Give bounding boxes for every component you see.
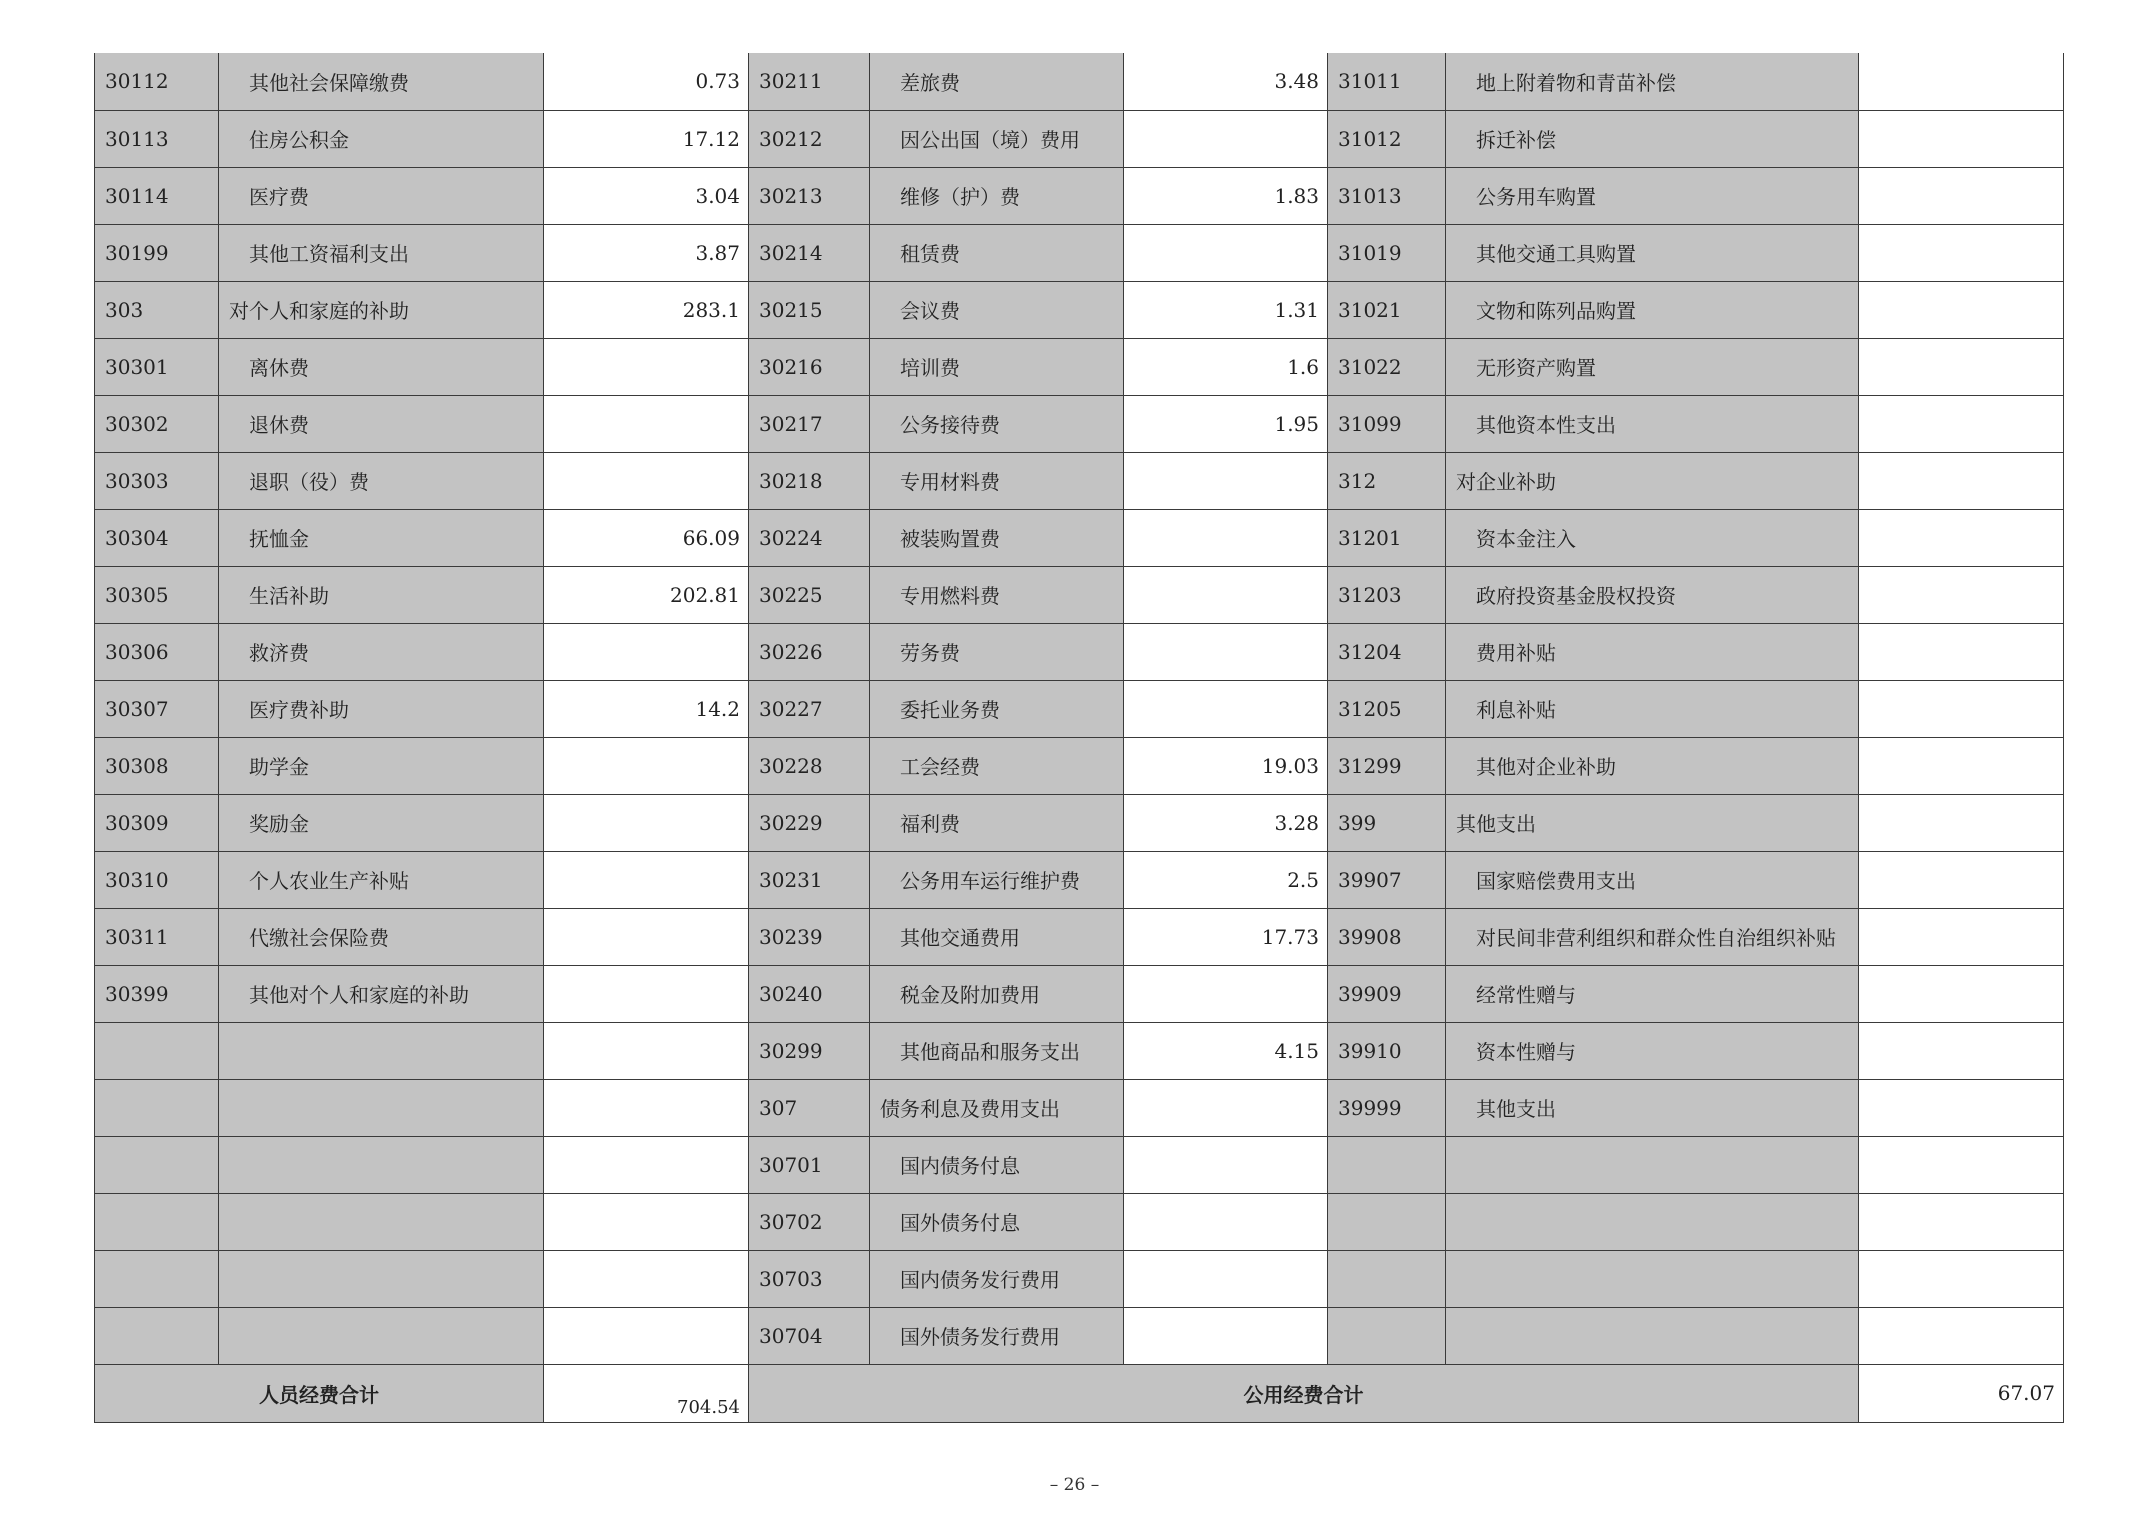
public-amount-cell [1124,224,1328,281]
public-amount-cell: 19.03 [1124,737,1328,794]
table-row [95,53,2064,110]
public-code-cell: 30239 [749,908,870,965]
capital-amount-cell [1859,395,2064,452]
table-row [95,452,2064,509]
capital-code-cell: 31201 [1328,509,1446,566]
public-code-cell: 30224 [749,509,870,566]
personnel-amount-cell [544,1022,749,1079]
personnel-code-cell: 30311 [95,908,219,965]
public-name-cell: 差旅费 [870,53,1124,110]
capital-name-cell: 费用补贴 [1446,623,1859,680]
capital-code-cell: 39908 [1328,908,1446,965]
personnel-name-cell: 其他工资福利支出 [219,224,544,281]
personnel-amount-cell [544,851,749,908]
public-code-cell: 30703 [749,1250,870,1307]
capital-name-cell: 无形资产购置 [1446,338,1859,395]
public-amount-cell [1124,452,1328,509]
capital-name-cell: 经常性赠与 [1446,965,1859,1022]
capital-amount-cell [1859,1250,2064,1307]
page-number: – 26 – [1049,1475,1100,1495]
capital-name-cell: 国家赔偿费用支出 [1446,851,1859,908]
personnel-code-cell [95,1193,219,1250]
capital-amount-cell [1859,338,2064,395]
capital-code-cell: 31013 [1328,167,1446,224]
personnel-name-cell [219,1307,544,1364]
capital-amount-cell [1859,1307,2064,1364]
personnel-amount-cell [544,1307,749,1364]
capital-name-cell: 资本金注入 [1446,509,1859,566]
personnel-code-cell [95,1022,219,1079]
personnel-amount-cell: 17.12 [544,110,749,167]
personnel-code-cell: 30310 [95,851,219,908]
personnel-code-cell: 30305 [95,566,219,623]
public-code-cell: 30214 [749,224,870,281]
table-row [95,509,2064,566]
public-amount-cell [1124,1193,1328,1250]
capital-name-cell: 拆迁补偿 [1446,110,1859,167]
personnel-code-cell [95,1250,219,1307]
personnel-amount-cell: 66.09 [544,509,749,566]
public-amount-cell [1124,110,1328,167]
capital-code-cell: 39910 [1328,1022,1446,1079]
capital-amount-cell [1859,281,2064,338]
capital-amount-cell [1859,680,2064,737]
personnel-code-cell [95,1307,219,1364]
capital-amount-cell [1859,53,2064,110]
public-amount-cell: 3.28 [1124,794,1328,851]
personnel-code-cell: 30302 [95,395,219,452]
personnel-name-cell: 奖励金 [219,794,544,851]
capital-code-cell: 31203 [1328,566,1446,623]
public-code-cell: 30227 [749,680,870,737]
capital-name-cell: 政府投资基金股权投资 [1446,566,1859,623]
personnel-amount-cell: 3.04 [544,167,749,224]
capital-amount-cell [1859,1193,2064,1250]
public-code-cell: 30240 [749,965,870,1022]
personnel-name-cell: 其他社会保障缴费 [219,53,544,110]
public-code-cell: 30216 [749,338,870,395]
personnel-name-cell: 医疗费 [219,167,544,224]
public-name-cell: 会议费 [870,281,1124,338]
personnel-amount-cell [544,965,749,1022]
personnel-amount-cell [544,338,749,395]
capital-name-cell [1446,1307,1859,1364]
capital-amount-cell [1859,566,2064,623]
capital-name-cell: 其他交通工具购置 [1446,224,1859,281]
personnel-code-cell: 30112 [95,53,219,110]
public-code-cell: 30213 [749,167,870,224]
personnel-name-cell [219,1079,544,1136]
personnel-name-cell: 代缴社会保险费 [219,908,544,965]
public-code-cell: 30218 [749,452,870,509]
capital-code-cell: 31204 [1328,623,1446,680]
capital-amount-cell [1859,224,2064,281]
public-code-cell: 30701 [749,1136,870,1193]
personnel-code-cell: 30309 [95,794,219,851]
public-name-cell: 维修（护）费 [870,167,1124,224]
public-name-cell: 债务利息及费用支出 [870,1079,1124,1136]
capital-name-cell: 对民间非营利组织和群众性自治组织补贴 [1446,908,1859,965]
public-amount-cell [1124,680,1328,737]
personnel-amount-cell: 3.87 [544,224,749,281]
public-code-cell: 30228 [749,737,870,794]
capital-name-cell [1446,1193,1859,1250]
public-name-cell: 其他商品和服务支出 [870,1022,1124,1079]
public-amount-cell: 3.48 [1124,53,1328,110]
capital-code-cell: 39909 [1328,965,1446,1022]
table-row [95,680,2064,737]
public-code-cell: 30229 [749,794,870,851]
public-total-label: 公用经费合计 [749,1364,1859,1422]
capital-amount-cell [1859,509,2064,566]
public-amount-cell [1124,1250,1328,1307]
capital-amount-cell [1859,110,2064,167]
table-row [95,1307,2064,1364]
personnel-code-cell: 30113 [95,110,219,167]
public-code-cell: 30226 [749,623,870,680]
capital-amount-cell [1859,908,2064,965]
personnel-code-cell: 303 [95,281,219,338]
capital-name-cell: 其他资本性支出 [1446,395,1859,452]
personnel-amount-cell [544,1193,749,1250]
public-name-cell: 国内债务发行费用 [870,1250,1124,1307]
personnel-code-cell: 30199 [95,224,219,281]
capital-name-cell: 对企业补助 [1446,452,1859,509]
personnel-amount-cell [544,1250,749,1307]
table-row [95,1250,2064,1307]
capital-code-cell: 31012 [1328,110,1446,167]
personnel-amount-cell [544,908,749,965]
capital-code-cell: 31099 [1328,395,1446,452]
public-amount-cell [1124,1307,1328,1364]
capital-code-cell [1328,1193,1446,1250]
public-name-cell: 专用材料费 [870,452,1124,509]
capital-name-cell [1446,1250,1859,1307]
public-code-cell: 30702 [749,1193,870,1250]
personnel-amount-cell [544,737,749,794]
table-row [95,1022,2064,1079]
capital-name-cell: 文物和陈列品购置 [1446,281,1859,338]
personnel-code-cell: 30307 [95,680,219,737]
capital-name-cell: 其他支出 [1446,1079,1859,1136]
public-name-cell: 培训费 [870,338,1124,395]
table-row [95,1136,2064,1193]
personnel-name-cell [219,1022,544,1079]
public-name-cell: 福利费 [870,794,1124,851]
personnel-code-cell: 30304 [95,509,219,566]
public-code-cell: 30212 [749,110,870,167]
personnel-amount-cell [544,623,749,680]
public-amount-cell: 1.83 [1124,167,1328,224]
capital-code-cell: 31019 [1328,224,1446,281]
capital-code-cell: 399 [1328,794,1446,851]
public-code-cell: 30217 [749,395,870,452]
table-row [95,623,2064,680]
personnel-name-cell: 医疗费补助 [219,680,544,737]
personnel-name-cell: 救济费 [219,623,544,680]
capital-amount-cell [1859,623,2064,680]
public-name-cell: 国外债务发行费用 [870,1307,1124,1364]
table-row [95,110,2064,167]
capital-amount-cell [1859,167,2064,224]
public-amount-cell: 1.95 [1124,395,1328,452]
table-row [95,395,2064,452]
capital-amount-cell [1859,1079,2064,1136]
public-amount-cell [1124,1079,1328,1136]
personnel-name-cell: 对个人和家庭的补助 [219,281,544,338]
personnel-amount-cell [544,452,749,509]
personnel-total-label: 人员经费合计 [95,1364,544,1422]
capital-code-cell [1328,1136,1446,1193]
table-row [95,1079,2064,1136]
personnel-amount-cell [544,794,749,851]
personnel-code-cell: 30306 [95,623,219,680]
personnel-code-cell: 30301 [95,338,219,395]
public-code-cell: 30231 [749,851,870,908]
public-name-cell: 税金及附加费用 [870,965,1124,1022]
capital-name-cell [1446,1136,1859,1193]
table-row [95,965,2064,1022]
capital-amount-cell [1859,452,2064,509]
capital-name-cell: 公务用车购置 [1446,167,1859,224]
public-amount-cell [1124,1136,1328,1193]
public-code-cell: 30704 [749,1307,870,1364]
personnel-name-cell: 住房公积金 [219,110,544,167]
public-amount-cell [1124,509,1328,566]
public-amount-cell: 2.5 [1124,851,1328,908]
table-row [95,737,2064,794]
personnel-amount-cell: 283.1 [544,281,749,338]
capital-code-cell: 31011 [1328,53,1446,110]
personnel-amount-cell: 202.81 [544,566,749,623]
table-row [95,908,2064,965]
capital-code-cell: 39907 [1328,851,1446,908]
table-row [95,851,2064,908]
public-amount-cell [1124,623,1328,680]
capital-code-cell: 31022 [1328,338,1446,395]
capital-amount-cell [1859,851,2064,908]
personnel-name-cell [219,1193,544,1250]
table-body [95,53,2064,1422]
table-row [95,1193,2064,1250]
public-name-cell: 因公出国（境）费用 [870,110,1124,167]
public-code-cell: 30215 [749,281,870,338]
capital-code-cell: 39999 [1328,1079,1446,1136]
capital-name-cell: 利息补贴 [1446,680,1859,737]
public-name-cell: 公务用车运行维护费 [870,851,1124,908]
totals-row [95,1364,2064,1422]
personnel-name-cell: 生活补助 [219,566,544,623]
public-amount-cell: 17.73 [1124,908,1328,965]
table-row [95,794,2064,851]
public-name-cell: 工会经费 [870,737,1124,794]
expenditure-table [94,53,2064,1423]
table-row [95,224,2064,281]
capital-amount-cell [1859,1022,2064,1079]
personnel-amount-cell [544,395,749,452]
capital-amount-cell [1859,965,2064,1022]
public-name-cell: 国外债务付息 [870,1193,1124,1250]
personnel-code-cell: 30399 [95,965,219,1022]
capital-name-cell: 地上附着物和青苗补偿 [1446,53,1859,110]
public-total-value: 67.07 [1859,1364,2064,1422]
public-name-cell: 委托业务费 [870,680,1124,737]
public-name-cell: 被装购置费 [870,509,1124,566]
table-row [95,281,2064,338]
personnel-code-cell [95,1136,219,1193]
public-code-cell: 30299 [749,1022,870,1079]
public-amount-cell: 1.31 [1124,281,1328,338]
capital-code-cell [1328,1307,1446,1364]
personnel-code-cell [95,1079,219,1136]
personnel-code-cell: 30308 [95,737,219,794]
capital-amount-cell [1859,1136,2064,1193]
personnel-name-cell: 助学金 [219,737,544,794]
capital-name-cell: 其他对企业补助 [1446,737,1859,794]
capital-code-cell [1328,1250,1446,1307]
public-name-cell: 专用燃料费 [870,566,1124,623]
personnel-code-cell: 30303 [95,452,219,509]
public-name-cell: 公务接待费 [870,395,1124,452]
personnel-code-cell: 30114 [95,167,219,224]
personnel-amount-cell: 14.2 [544,680,749,737]
public-name-cell: 租赁费 [870,224,1124,281]
personnel-name-cell: 抚恤金 [219,509,544,566]
table-row [95,167,2064,224]
capital-name-cell: 资本性赠与 [1446,1022,1859,1079]
personnel-name-cell [219,1250,544,1307]
capital-code-cell: 312 [1328,452,1446,509]
capital-amount-cell [1859,794,2064,851]
public-code-cell: 30211 [749,53,870,110]
table-row [95,566,2064,623]
personnel-name-cell: 退休费 [219,395,544,452]
public-amount-cell: 4.15 [1124,1022,1328,1079]
public-amount-cell [1124,566,1328,623]
public-name-cell: 其他交通费用 [870,908,1124,965]
personnel-name-cell: 个人农业生产补贴 [219,851,544,908]
personnel-amount-cell [544,1079,749,1136]
public-code-cell: 30225 [749,566,870,623]
personnel-name-cell [219,1136,544,1193]
personnel-total-value: 704.54 [544,1364,749,1422]
capital-amount-cell [1859,737,2064,794]
personnel-name-cell: 退职（役）费 [219,452,544,509]
public-amount-cell [1124,965,1328,1022]
capital-name-cell: 其他支出 [1446,794,1859,851]
capital-code-cell: 31021 [1328,281,1446,338]
capital-code-cell: 31299 [1328,737,1446,794]
public-name-cell: 国内债务付息 [870,1136,1124,1193]
table-row [95,338,2064,395]
personnel-name-cell: 其他对个人和家庭的补助 [219,965,544,1022]
public-code-cell: 307 [749,1079,870,1136]
personnel-amount-cell: 0.73 [544,53,749,110]
capital-code-cell: 31205 [1328,680,1446,737]
public-name-cell: 劳务费 [870,623,1124,680]
public-amount-cell: 1.6 [1124,338,1328,395]
personnel-name-cell: 离休费 [219,338,544,395]
personnel-amount-cell [544,1136,749,1193]
